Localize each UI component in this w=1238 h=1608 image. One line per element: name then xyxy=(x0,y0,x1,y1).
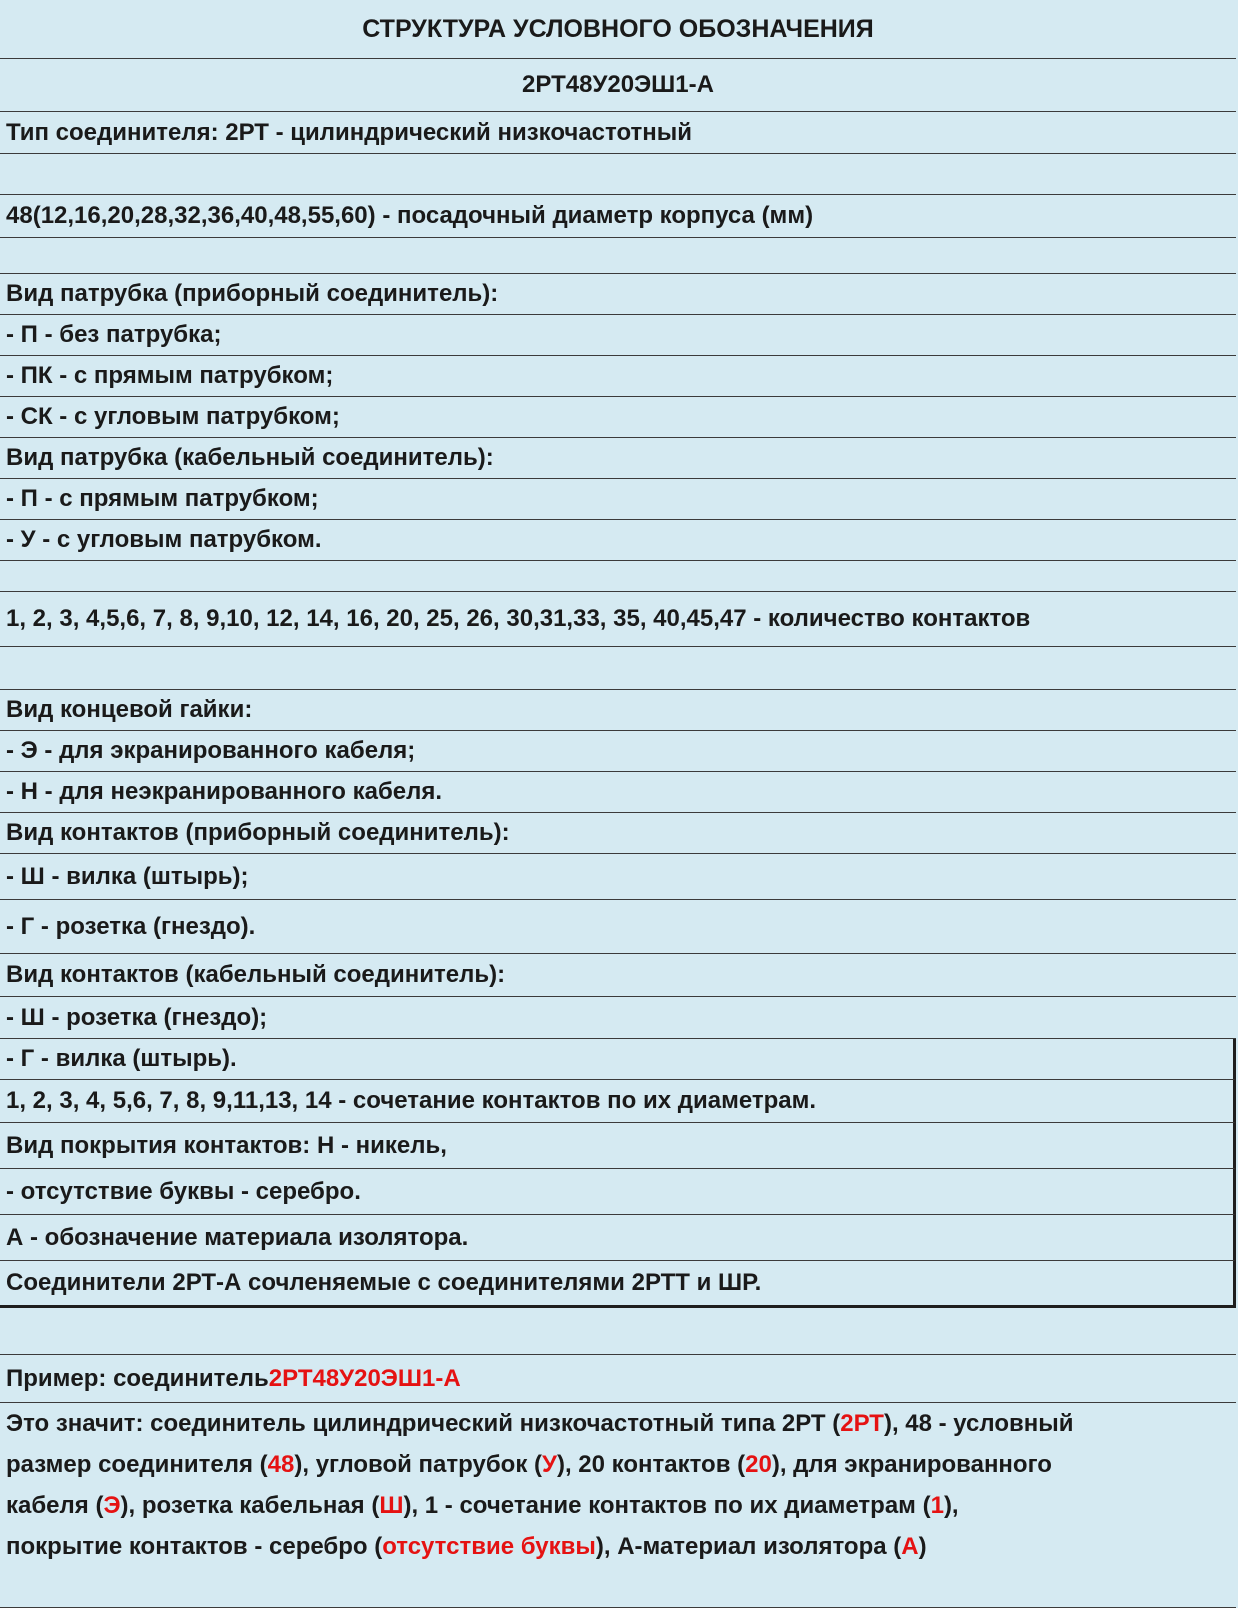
designation-code: 2РТ48У20ЭШ1-А xyxy=(0,59,1236,112)
mating-row: Соединители 2РТ-А сочленяемые с соединителями 2РТТ и ШР. xyxy=(0,1261,1236,1308)
highlight-fragment: У xyxy=(542,1451,557,1478)
text-fragment: ), угловой патрубок ( xyxy=(294,1451,543,1478)
nozzle-device-item: - ПК - с прямым патрубком; xyxy=(0,356,1236,397)
text-fragment: ), розетка кабельная ( xyxy=(120,1492,380,1519)
coating-none-row: - отсутствие буквы - серебро. xyxy=(0,1169,1236,1215)
highlight-fragment: 48 xyxy=(267,1451,295,1478)
contacts-cable-item: - Г - вилка (штырь). xyxy=(0,1039,1236,1080)
contacts-cable-item: - Ш - розетка (гнездо); xyxy=(0,997,1236,1039)
example-row xyxy=(0,1355,1236,1403)
contacts-device-item: - Ш - вилка (штырь); xyxy=(0,854,1236,900)
text-fragment: размер соединителя ( xyxy=(6,1451,268,1478)
nozzle-cable-item: - У - с угловым патрубком. xyxy=(0,520,1236,561)
text-fragment: ), 20 контактов ( xyxy=(556,1451,746,1478)
nut-item: - Э - для экранированного кабеля; xyxy=(0,731,1236,772)
contacts-device-item: - Г - розетка (гнездо). xyxy=(0,900,1236,954)
text-fragment: Это значит: соединитель цилиндрический низкочастотный типа 2РТ ( xyxy=(6,1410,841,1437)
explanation-line xyxy=(6,1403,1230,1444)
text-fragment: ), xyxy=(943,1492,959,1519)
diameters-combo-row: 1, 2, 3, 4, 5,6, 7, 8, 9,11,13, 14 - сочетание контактов по их диаметрам. xyxy=(0,1080,1236,1123)
explanation-line xyxy=(6,1526,1230,1567)
text-fragment: ), 48 - условный xyxy=(883,1410,1074,1437)
nozzle-device-header: Вид патрубка (приборный соединитель): xyxy=(0,274,1236,315)
example-value: 2РТ48У20ЭШ1-А xyxy=(268,1364,461,1392)
highlight-fragment: отсутствие буквы xyxy=(382,1533,596,1560)
highlight-fragment: Э xyxy=(103,1492,121,1519)
text-fragment: ), А-материал изолятора ( xyxy=(595,1533,902,1560)
nozzle-device-item: - П - без патрубка; xyxy=(0,315,1236,356)
highlight-fragment: 1 xyxy=(930,1492,944,1519)
nut-header: Вид концевой гайки: xyxy=(0,690,1236,731)
empty-row xyxy=(0,647,1236,690)
page-title: СТРУКТУРА УСЛОВНОГО ОБОЗНАЧЕНИЯ xyxy=(0,0,1236,59)
insulator-row: А - обозначение материала изолятора. xyxy=(0,1215,1236,1261)
nozzle-cable-item: - П - с прямым патрубком; xyxy=(0,479,1236,520)
contacts-count-row: 1, 2, 3, 4,5,6, 7, 8, 9,10, 12, 14, 16, 20, 25, 26, 30,31,33, 35, 40,45,47 - количество контактов xyxy=(0,592,1236,647)
explanation-line xyxy=(6,1485,1230,1526)
empty-row xyxy=(0,561,1236,592)
text-fragment: покрытие контактов - серебро ( xyxy=(6,1533,383,1560)
nozzle-device-item: - СК - с угловым патрубком; xyxy=(0,397,1236,438)
text-fragment: кабеля ( xyxy=(6,1492,104,1519)
text-fragment: ), для экранированного xyxy=(771,1451,1052,1478)
text-fragment: ) xyxy=(918,1533,927,1560)
empty-row xyxy=(0,1308,1236,1355)
highlight-fragment: А xyxy=(901,1533,919,1560)
highlight-fragment: 20 xyxy=(745,1451,772,1478)
empty-row xyxy=(0,154,1236,195)
text-fragment: ), 1 - сочетание контактов по их диаметрам ( xyxy=(403,1492,931,1519)
highlight-fragment: Ш xyxy=(379,1492,404,1519)
example-label: Пример: соединитель xyxy=(6,1364,269,1392)
nut-item: - Н - для неэкранированного кабеля. xyxy=(0,772,1236,813)
explanation-line xyxy=(6,1444,1230,1485)
contacts-device-header: Вид контактов (приборный соединитель): xyxy=(0,813,1236,854)
coating-row: Вид покрытия контактов: Н - никель, xyxy=(0,1123,1236,1169)
empty-row xyxy=(0,238,1236,274)
nozzle-cable-header: Вид патрубка (кабельный соединитель): xyxy=(0,438,1236,479)
diameter-row: 48(12,16,20,28,32,36,40,48,55,60) - посадочный диаметр корпуса (мм) xyxy=(0,195,1236,238)
highlight-fragment: 2РТ xyxy=(840,1410,884,1437)
contacts-cable-header: Вид контактов (кабельный соединитель): xyxy=(0,954,1236,997)
explanation-paragraph xyxy=(0,1403,1236,1608)
connector-type-row: Тип соединителя: 2РТ - цилиндрический низкочастотный xyxy=(0,112,1236,154)
